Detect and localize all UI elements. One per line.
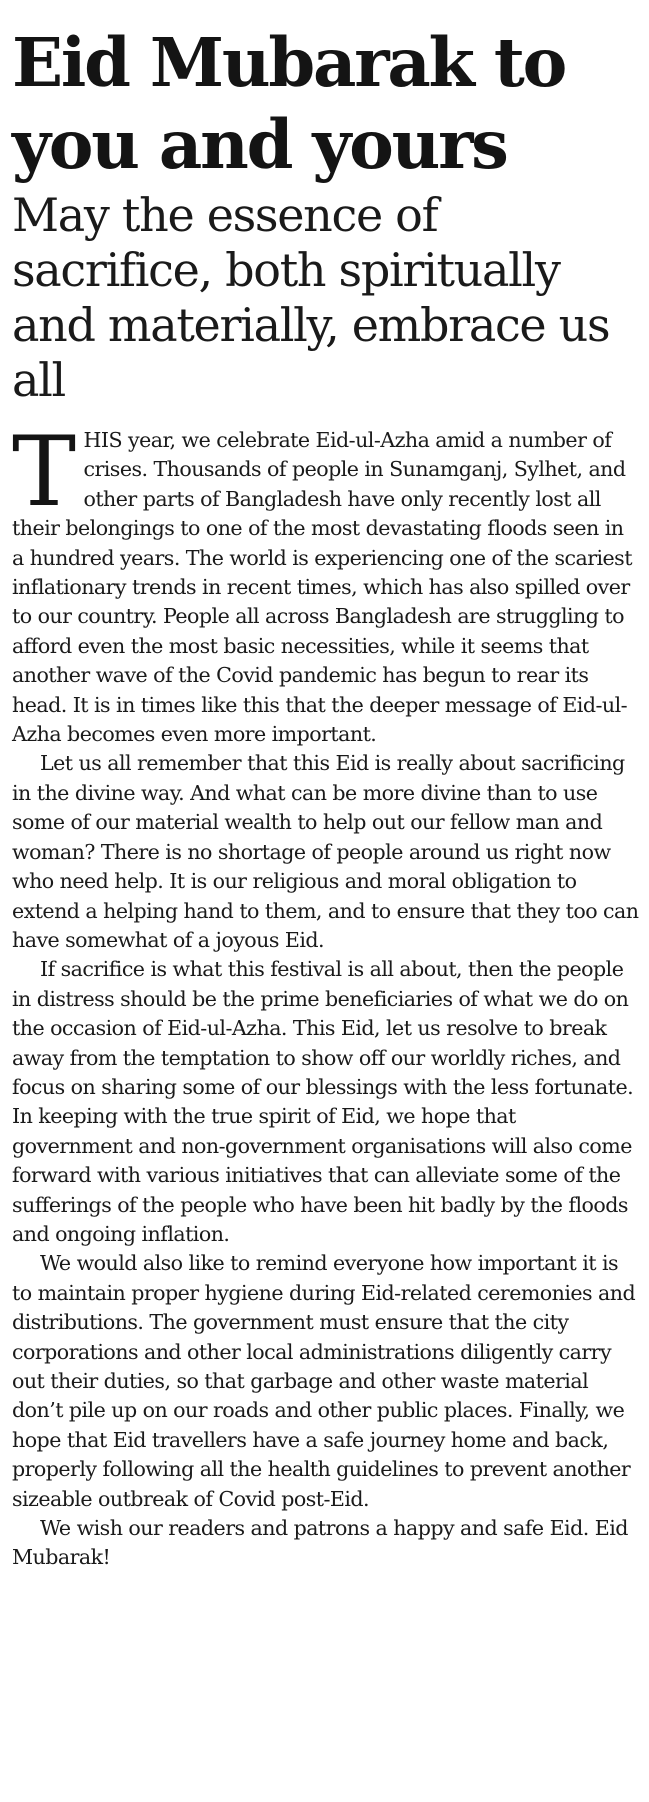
article-body: [12, 416, 639, 1573]
article-paragraph: Let us all remember that this Eid is really about sacrificing in the divine way. And what can be more divine than to use some of our material wealth to help out our fellow man and woman? There is no shortage of people around us right now who need help. It is our religious and moral obligation to extend a helping hand to them, and to ensure that they too can have somewhat of a joyous Eid.: [12, 751, 639, 952]
article-paragraph: [12, 416, 639, 749]
subheadline: May the essence of sacrifice, both spiritually and materially, embrace us all: [12, 188, 610, 407]
drop-cap: T: [12, 416, 76, 528]
headline: Eid Mubarak to you and yours: [12, 23, 566, 184]
paragraph-text: HIS year, we celebrate Eid-ul-Azha amid a number of crises. Thousands of people in Sunamganj, Sylhet, and other parts of Bangladesh have only recently lost all their belongings to one of the most devastating floods seen in a hundred years. The world is experiencing one of the scariest inflationary trends in recent times, which has also spilled over to our country. People all across Bangladesh are struggling to afford even the most basic necessities, while it seems that another wave of the Covid pandemic has begun to rear its head. It is in times like this that the deeper message of Eid-ul-Azha becomes even more important.: [12, 428, 632, 747]
article-paragraph: If sacrifice is what this festival is all about, then the people in distress should be the prime beneficiaries of what we do on the occasion of Eid-ul-Azha. This Eid, let us resolve to break away from the temptation to show off our worldly riches, and focus on sharing some of our blessings with the less fortunate. In keeping with the true spirit of Eid, we hope that government and non-government organisations will also come forward with various initiatives that can alleviate some of the sufferings of the people who have been hit badly by the floods and ongoing inflation.: [12, 957, 634, 1246]
article-paragraph: We wish our readers and patrons a happy and safe Eid. Eid Mubarak!: [12, 1516, 628, 1570]
article-paragraph: We would also like to remind everyone how important it is to maintain proper hygiene during Eid-related ceremonies and distributions. The government must ensure that the city corporations and other local administrations diligently carry out their duties, so that garbage and other waste material don’t pile up on our roads and other public places. Finally, we hope that Eid travellers have a safe journey home and back, properly following all the health guidelines to prevent another sizeable outbreak of Covid post-Eid.: [12, 1251, 636, 1511]
